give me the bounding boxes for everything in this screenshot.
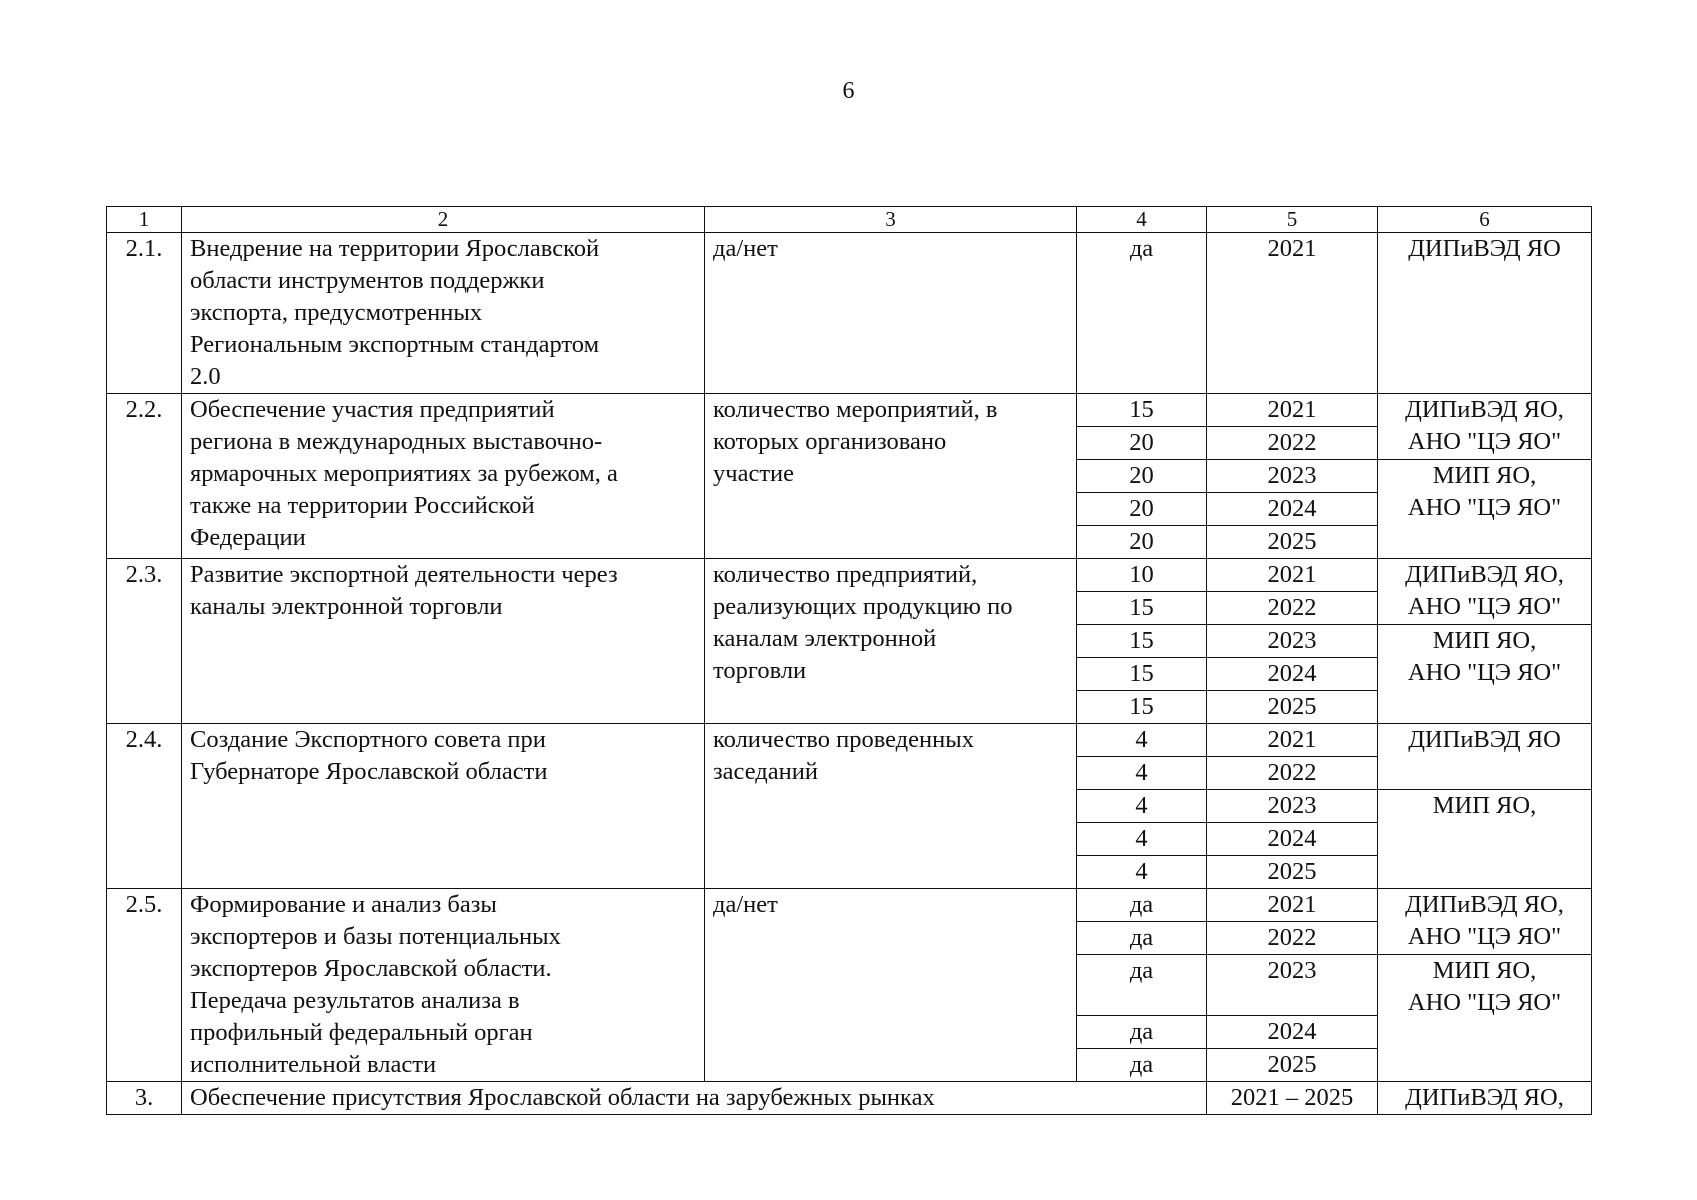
page-number: 6 (842, 78, 855, 104)
item-responsible: ДИПиВЭД ЯО (1378, 233, 1592, 394)
item-name: Создание Экспортного совета при Губернаторе Ярославской области (182, 724, 705, 889)
item-value: 15 (1077, 625, 1207, 658)
item-value: 4 (1077, 724, 1207, 757)
item-year: 2021 (1207, 724, 1378, 757)
item-value: да (1077, 889, 1207, 922)
item-name: Внедрение на территории Ярославской области инструментов поддержки экспорта, предусмотренных Региональным экспортным стандартом 2.0 (182, 233, 705, 394)
item-name: Развитие экспортной деятельности через каналы электронной торговли (182, 559, 705, 724)
header-cell: 3 (705, 207, 1077, 233)
item-year: 2024 (1207, 823, 1378, 856)
table-row (107, 724, 1592, 757)
item-responsible: МИП ЯО, (1378, 790, 1592, 889)
table-row (107, 559, 1592, 592)
item-value: 20 (1077, 526, 1207, 559)
item-indicator: да/нет (705, 889, 1077, 1082)
item-name: Формирование и анализ базы экспортеров и базы потенциальных экспортеров Ярославской области. Передача результатов анализа в профильный федеральный орган исполнительной власти (182, 889, 705, 1082)
header-row (107, 207, 1592, 233)
item-year: 2021 (1207, 233, 1378, 394)
item-year: 2023 (1207, 625, 1378, 658)
header-cell: 1 (107, 207, 182, 233)
item-year: 2023 (1207, 460, 1378, 493)
item-year: 2021 – 2025 (1207, 1082, 1378, 1115)
item-value: 20 (1077, 493, 1207, 526)
header-cell: 5 (1207, 207, 1378, 233)
item-year: 2023 (1207, 790, 1378, 823)
item-value: 15 (1077, 394, 1207, 427)
item-value: 4 (1077, 823, 1207, 856)
item-year: 2025 (1207, 856, 1378, 889)
item-number: 2.3. (107, 559, 182, 724)
item-year: 2025 (1207, 691, 1378, 724)
item-value: да (1077, 233, 1207, 394)
item-year: 2025 (1207, 1049, 1378, 1082)
item-indicator: да/нет (705, 233, 1077, 394)
item-number: 2.2. (107, 394, 182, 559)
item-value: да (1077, 1016, 1207, 1049)
item-indicator: количество проведенных заседаний (705, 724, 1077, 889)
item-responsible: ДИПиВЭД ЯО, (1378, 1082, 1592, 1115)
item-number: 2.4. (107, 724, 182, 889)
item-value: 4 (1077, 757, 1207, 790)
item-year: 2021 (1207, 559, 1378, 592)
item-indicator: количество мероприятий, в которых организовано участие (705, 394, 1077, 559)
item-year: 2022 (1207, 427, 1378, 460)
item-value: 4 (1077, 856, 1207, 889)
item-responsible: МИП ЯО, АНО "ЦЭ ЯО" (1378, 955, 1592, 1082)
item-year: 2024 (1207, 493, 1378, 526)
item-year: 2022 (1207, 922, 1378, 955)
table-row (107, 233, 1592, 394)
item-number: 3. (107, 1082, 182, 1115)
item-responsible: ДИПиВЭД ЯО, АНО "ЦЭ ЯО" (1378, 889, 1592, 955)
table-row (107, 1082, 1592, 1115)
item-year: 2024 (1207, 658, 1378, 691)
item-number: 2.1. (107, 233, 182, 394)
table-row (107, 889, 1592, 922)
plan-table (106, 206, 1592, 1115)
item-value: да (1077, 1049, 1207, 1082)
item-value: 15 (1077, 592, 1207, 625)
item-responsible: ДИПиВЭД ЯО (1378, 724, 1592, 790)
header-cell: 2 (182, 207, 705, 233)
item-value: да (1077, 922, 1207, 955)
item-value: 15 (1077, 658, 1207, 691)
item-year: 2024 (1207, 1016, 1378, 1049)
item-responsible: ДИПиВЭД ЯО, АНО "ЦЭ ЯО" (1378, 394, 1592, 460)
item-name: Обеспечение присутствия Ярославской области на зарубежных рынках (182, 1082, 1207, 1115)
item-year: 2025 (1207, 526, 1378, 559)
item-value: да (1077, 955, 1207, 1016)
item-value: 20 (1077, 460, 1207, 493)
item-value: 15 (1077, 691, 1207, 724)
item-responsible: ДИПиВЭД ЯО, АНО "ЦЭ ЯО" (1378, 559, 1592, 625)
item-year: 2022 (1207, 592, 1378, 625)
table-row (107, 394, 1592, 427)
item-value: 4 (1077, 790, 1207, 823)
item-year: 2021 (1207, 889, 1378, 922)
item-year: 2021 (1207, 394, 1378, 427)
item-name: Обеспечение участия предприятий региона в международных выставочно- ярмарочных мероприятиях за рубежом, а также на территории Российской Федерации (182, 394, 705, 559)
item-year: 2022 (1207, 757, 1378, 790)
item-year: 2023 (1207, 955, 1378, 1016)
item-value: 10 (1077, 559, 1207, 592)
header-cell: 6 (1378, 207, 1592, 233)
item-responsible: МИП ЯО, АНО "ЦЭ ЯО" (1378, 625, 1592, 724)
item-responsible: МИП ЯО, АНО "ЦЭ ЯО" (1378, 460, 1592, 559)
header-cell: 4 (1077, 207, 1207, 233)
item-number: 2.5. (107, 889, 182, 1082)
item-value: 20 (1077, 427, 1207, 460)
item-indicator: количество предприятий, реализующих продукцию по каналам электронной торговли (705, 559, 1077, 724)
